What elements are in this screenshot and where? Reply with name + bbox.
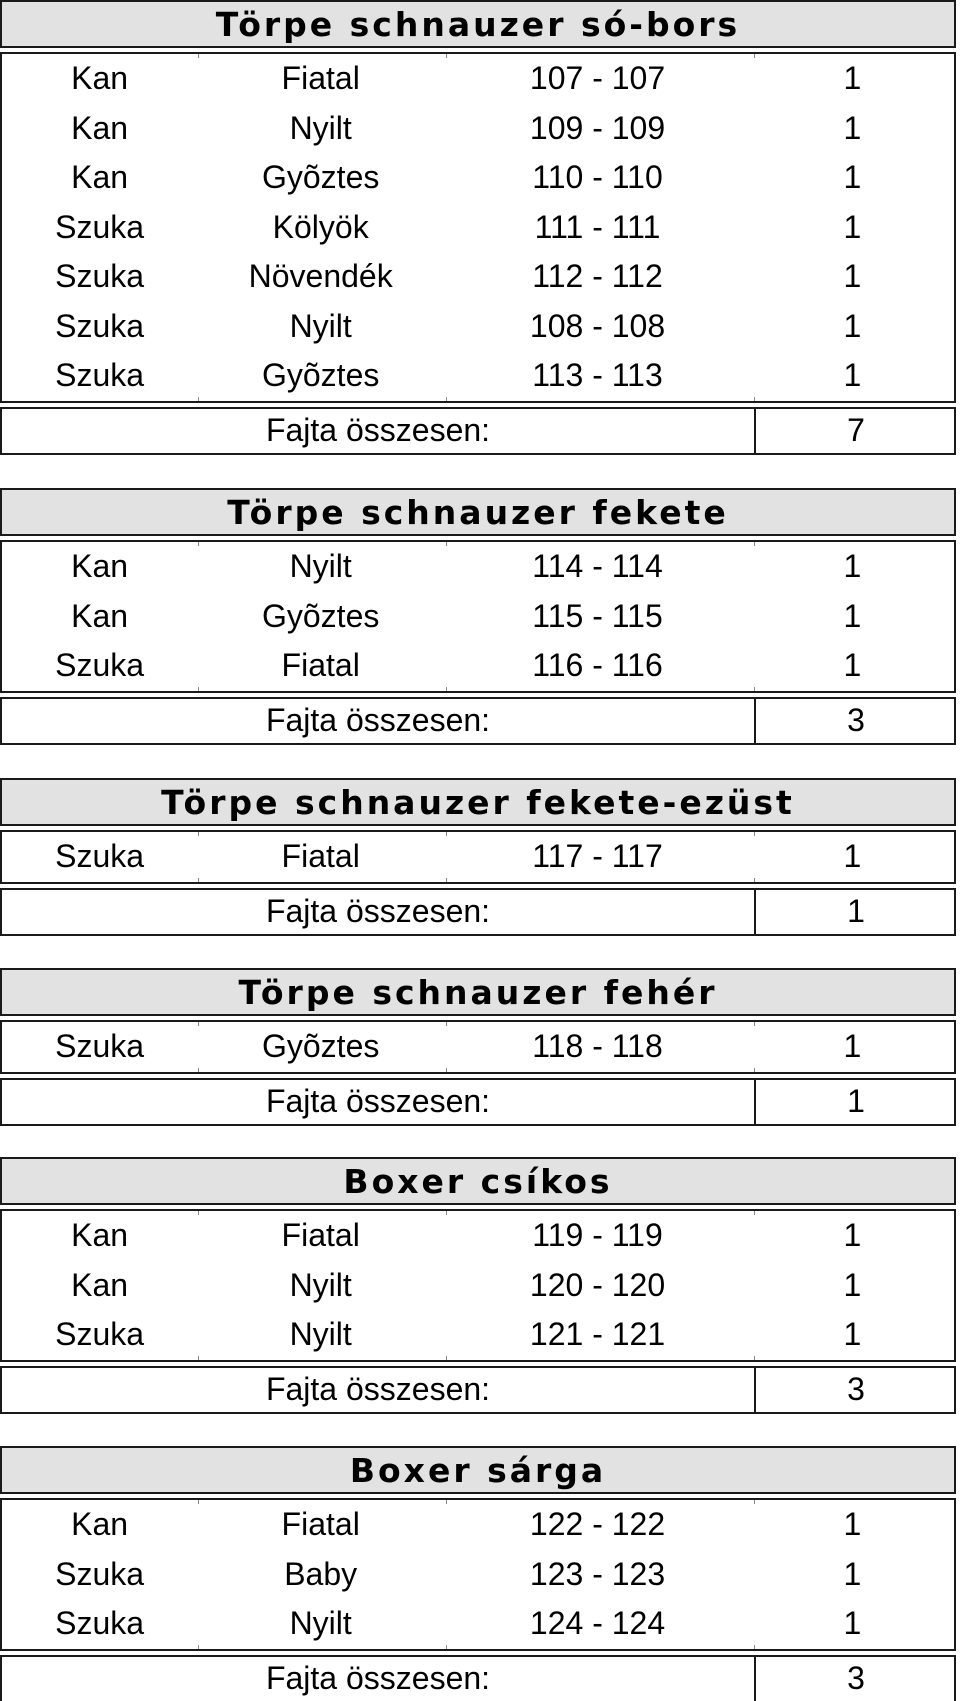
entry-number-range: 122 - 122 — [529, 1506, 666, 1543]
entry-class: Nyilt — [289, 1605, 352, 1642]
entry-number-range: 115 - 115 — [532, 597, 663, 634]
entry-sex: Kan — [71, 109, 129, 146]
entry-class: Gyõztes — [261, 1028, 380, 1065]
entry-row — [2, 1022, 954, 1072]
total-divider — [754, 699, 756, 743]
breed-total-row — [0, 888, 956, 936]
entry-row — [2, 832, 954, 882]
breed-section — [0, 778, 956, 936]
entry-row — [2, 1261, 954, 1311]
entry-count: 1 — [843, 1217, 862, 1254]
entry-number-range: 121 - 121 — [529, 1316, 666, 1353]
breed-title: Törpe schnauzer fekete — [0, 488, 956, 536]
breed-title: Törpe schnauzer fehér — [0, 968, 956, 1016]
breed-total-value: 7 — [847, 412, 865, 448]
entry-number-range: 120 - 120 — [529, 1266, 666, 1303]
entry-count: 1 — [843, 647, 862, 684]
entry-number-range: 111 - 111 — [534, 208, 661, 245]
entry-count: 1 — [843, 1605, 862, 1642]
breed-section — [0, 968, 956, 1126]
entry-count: 1 — [843, 1266, 862, 1303]
entry-class: Nyilt — [289, 548, 352, 585]
entry-class: Fiatal — [281, 838, 360, 875]
breed-title: Boxer sárga — [0, 1446, 956, 1494]
breed-total-label: Fajta összesen: — [265, 1083, 491, 1119]
entry-row — [2, 252, 954, 302]
entry-sex: Szuka — [55, 1028, 145, 1065]
entry-number-range: 116 - 116 — [532, 647, 663, 684]
breed-total-label: Fajta összesen: — [265, 702, 491, 738]
breed-total-value: 3 — [847, 1371, 865, 1407]
entry-row — [2, 1310, 954, 1360]
entry-row — [2, 542, 954, 592]
breed-section — [0, 1157, 956, 1414]
entry-row — [2, 592, 954, 642]
entry-count: 1 — [843, 159, 862, 196]
total-divider — [754, 1368, 756, 1412]
breed-section — [0, 1446, 956, 1701]
breed-total-value: 1 — [847, 893, 865, 929]
entry-sex: Szuka — [55, 838, 145, 875]
entry-count: 1 — [843, 208, 862, 245]
entry-class: Baby — [284, 1555, 358, 1592]
entry-class: Gyõztes — [261, 159, 380, 196]
entry-class: Gyõztes — [261, 597, 380, 634]
breed-total-value: 3 — [847, 702, 865, 738]
entry-number-range: 107 - 107 — [529, 60, 666, 97]
total-divider — [754, 890, 756, 934]
entry-class: Nyilt — [289, 1316, 352, 1353]
entry-sex: Kan — [71, 60, 129, 97]
entry-class: Nyilt — [289, 109, 352, 146]
entry-count: 1 — [843, 548, 862, 585]
entry-sex: Szuka — [55, 357, 145, 394]
entry-count: 1 — [843, 1506, 862, 1543]
entry-row — [2, 104, 954, 154]
entry-list — [0, 1020, 956, 1074]
entry-sex: Kan — [71, 548, 129, 585]
entry-sex: Kan — [71, 1217, 129, 1254]
breed-total-row — [0, 1366, 956, 1414]
entry-sex: Szuka — [55, 647, 145, 684]
entry-row — [2, 54, 954, 104]
entry-count: 1 — [843, 307, 862, 344]
breed-total-label: Fajta összesen: — [265, 1660, 491, 1696]
entry-sex: Kan — [71, 1506, 129, 1543]
entry-number-range: 113 - 113 — [532, 357, 663, 394]
total-divider — [754, 409, 756, 453]
entry-sex: Kan — [71, 159, 129, 196]
entry-class: Nyilt — [289, 1266, 352, 1303]
entry-number-range: 114 - 114 — [532, 548, 663, 585]
entry-row — [2, 1500, 954, 1550]
entry-count: 1 — [843, 1316, 862, 1353]
entry-count: 1 — [843, 838, 862, 875]
breed-total-value: 3 — [847, 1660, 865, 1696]
entry-row — [2, 351, 954, 401]
entry-number-range: 118 - 118 — [532, 1028, 663, 1065]
entry-count: 1 — [843, 258, 862, 295]
entry-list — [0, 1209, 956, 1362]
entry-class: Fiatal — [281, 647, 360, 684]
entry-number-range: 117 - 117 — [532, 838, 663, 875]
entry-list — [0, 830, 956, 884]
entry-list — [0, 52, 956, 403]
entry-list — [0, 540, 956, 693]
entry-row — [2, 1550, 954, 1600]
entry-class: Kölyök — [272, 208, 369, 245]
entry-number-range: 123 - 123 — [529, 1555, 666, 1592]
breed-title: Törpe schnauzer fekete-ezüst — [0, 778, 956, 826]
entry-class: Fiatal — [281, 60, 360, 97]
entry-count: 1 — [843, 1028, 862, 1065]
entry-count: 1 — [843, 357, 862, 394]
entry-sex: Szuka — [55, 258, 145, 295]
breed-total-value: 1 — [847, 1083, 865, 1119]
entry-class: Nyilt — [289, 307, 352, 344]
entry-list — [0, 1498, 956, 1651]
entry-sex: Szuka — [55, 1555, 145, 1592]
total-divider — [754, 1080, 756, 1124]
breed-section — [0, 0, 956, 455]
entry-sex: Szuka — [55, 1316, 145, 1353]
entry-number-range: 112 - 112 — [532, 258, 663, 295]
entry-class: Fiatal — [281, 1217, 360, 1254]
entry-count: 1 — [843, 60, 862, 97]
entry-row — [2, 302, 954, 352]
breed-title: Törpe schnauzer só-bors — [0, 0, 956, 48]
entry-class: Növendék — [248, 258, 393, 295]
breed-total-label: Fajta összesen: — [265, 412, 491, 448]
entry-number-range: 110 - 110 — [532, 159, 663, 196]
entry-row — [2, 1599, 954, 1649]
entry-number-range: 109 - 109 — [529, 109, 666, 146]
breed-total-row — [0, 1078, 956, 1126]
entry-row — [2, 203, 954, 253]
entry-number-range: 108 - 108 — [529, 307, 666, 344]
entry-class: Fiatal — [281, 1506, 360, 1543]
entry-sex: Kan — [71, 597, 129, 634]
entry-count: 1 — [843, 1555, 862, 1592]
entry-row — [2, 641, 954, 691]
entry-number-range: 119 - 119 — [532, 1217, 663, 1254]
total-divider — [754, 1657, 756, 1701]
entry-sex: Szuka — [55, 208, 145, 245]
entry-class: Gyõztes — [261, 357, 380, 394]
breed-total-row — [0, 697, 956, 745]
entry-row — [2, 153, 954, 203]
breed-title: Boxer csíkos — [0, 1157, 956, 1205]
entry-sex: Kan — [71, 1266, 129, 1303]
entry-count: 1 — [843, 597, 862, 634]
breed-total-row — [0, 407, 956, 455]
entry-sex: Szuka — [55, 307, 145, 344]
entry-number-range: 124 - 124 — [529, 1605, 666, 1642]
breed-total-row — [0, 1655, 956, 1701]
entry-row — [2, 1211, 954, 1261]
breed-total-label: Fajta összesen: — [265, 893, 491, 929]
breed-section — [0, 488, 956, 745]
entry-count: 1 — [843, 109, 862, 146]
breed-total-label: Fajta összesen: — [265, 1371, 491, 1407]
entry-sex: Szuka — [55, 1605, 145, 1642]
